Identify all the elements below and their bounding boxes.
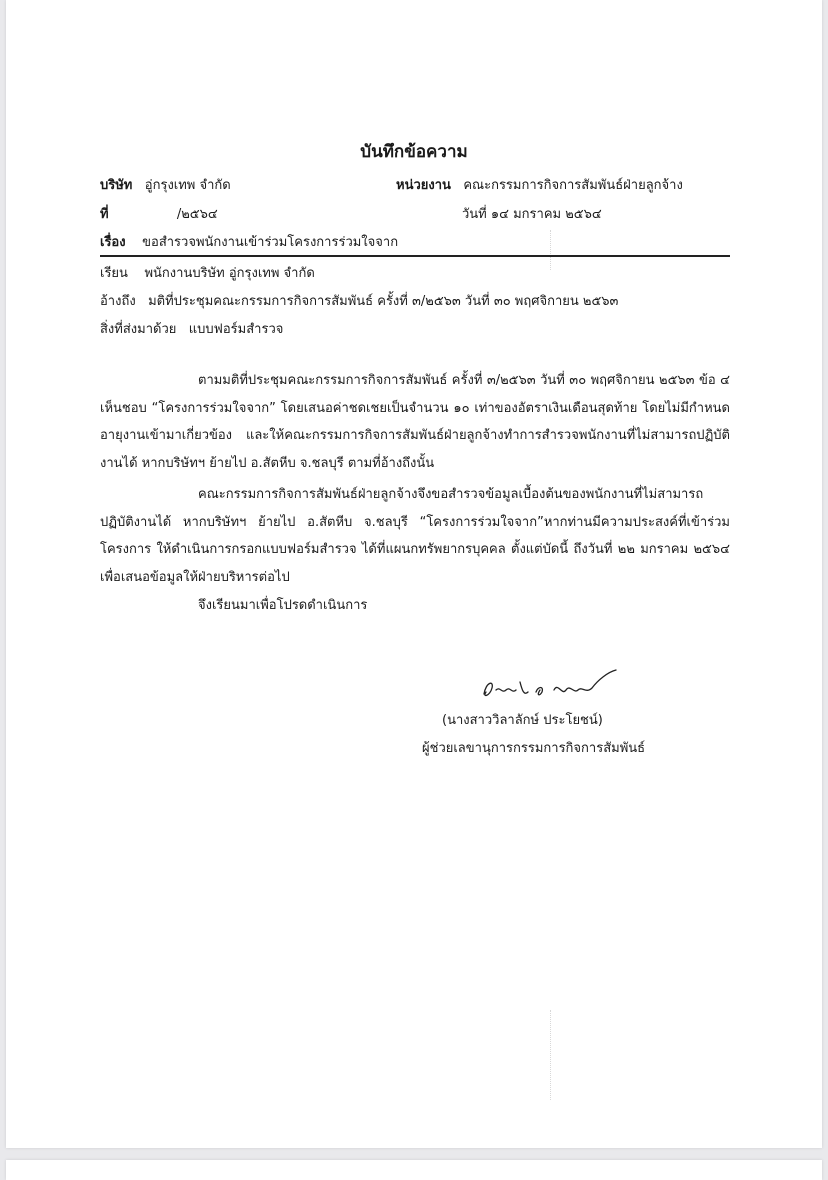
to-label: เรียน [100,266,128,281]
date-value: วันที่ ๑๔ มกราคม ๒๕๖๔ [462,207,602,222]
handwritten-signature [436,668,646,708]
to-value: พนักงานบริษัท อู่กรุงเทพ จำกัด [144,266,315,281]
unit-value: คณะกรรมการกิจการสัมพันธ์ฝ่ายลูกจ้าง [463,178,683,193]
to-row [100,262,315,283]
unit-row [396,174,683,195]
refer-row [100,290,618,311]
company-label: บริษัท [100,178,133,193]
unit-label: หน่วยงาน [396,178,451,193]
header-divider [100,255,730,257]
subject-label: เรื่อง [100,235,126,250]
date-row [462,203,602,224]
enclosure-row [100,318,283,339]
ref-label: ที่ [100,207,109,222]
next-page-edge [6,1160,822,1180]
body-paragraph-2: คณะกรรมการกิจการสัมพันธ์ฝ่ายลูกจ้างจึงขอสำรวจข้อมูลเบื้องต้นของพนักงานที่ไม่สามารถปฏิบัติงานได้ หากบริษัทฯ ย้ายไป อ.สัตหีบ จ.ชลบุรี “โครงการร่วมใจจาก”หากท่านมีความประสงค์ที่เข้าร่วมโครงการ ให้ดำเนินการกรอกแบบฟอร์มสำรวจ ได้ที่แผนกทรัพยากรบุคคล ตั้งแต่บัดนี้ ถึงวันที่ ๒๒ มกราคม ๒๕๖๔ เพื่อเสนอข้อมูลให้ฝ่ายบริหารต่อไป [100,487,730,585]
memo-page [6,0,822,1148]
company-value: อู่กรุงเทพ จำกัด [144,178,231,193]
enclosure-label: สิ่งที่ส่งมาด้วย [100,322,177,337]
signer-position: ผู้ช่วยเลขานุการกรรมการกิจการสัมพันธ์ [422,741,646,756]
subject-value: ขอสำรวจพนักงานเข้าร่วมโครงการร่วมใจจาก [142,235,399,250]
signer-name: (นางสาววิลาลักษ์ ประโยชน์) [442,713,603,728]
body-paragraph-1: ตามมติที่ประชุมคณะกรรมการกิจการสัมพันธ์ ครั้งที่ ๓/๒๕๖๓ วันที่ ๓๐ พฤศจิกายน ๒๕๖๓ ข้อ ๔ เห็นชอบ “โครงการร่วมใจจาก” โดยเสนอค่าชดเชยเป็นจำนวน ๑๐ เท่าของอัตราเงินเดือนสุดท้าย โดยไม่มีกำหนดอายุงานเข้ามาเกี่ยวข้อง และให้คณะกรรมการกิจการสัมพันธ์ฝ่ายลูกจ้างทำการสำรวจพนักงานที่ไม่สามารถปฏิบัติงานได้ หากบริษัทฯ ย้ายไป อ.สัตหีบ จ.ชลบุรี ตามที่อ้างถึงนั้น [100,373,730,471]
memo-title: บันทึกข้อความ [360,142,468,162]
ref-row [100,203,218,224]
closing-line: จึงเรียนมาเพื่อโปรดดำเนินการ [198,598,368,613]
ref-value: /๒๕๖๔ [176,207,218,222]
enclosure-value: แบบฟอร์มสำรวจ [188,322,284,337]
subject-row [100,231,398,252]
scan-artifact [550,230,553,270]
company-row [100,174,231,195]
refer-value: มติที่ประชุมคณะกรรมการกิจการสัมพันธ์ ครั้งที่ ๓/๒๕๖๓ วันที่ ๓๐ พฤศจิกายน ๒๕๖๓ [148,294,619,309]
refer-label: อ้างถึง [100,294,136,309]
scan-artifact [550,1010,553,1100]
